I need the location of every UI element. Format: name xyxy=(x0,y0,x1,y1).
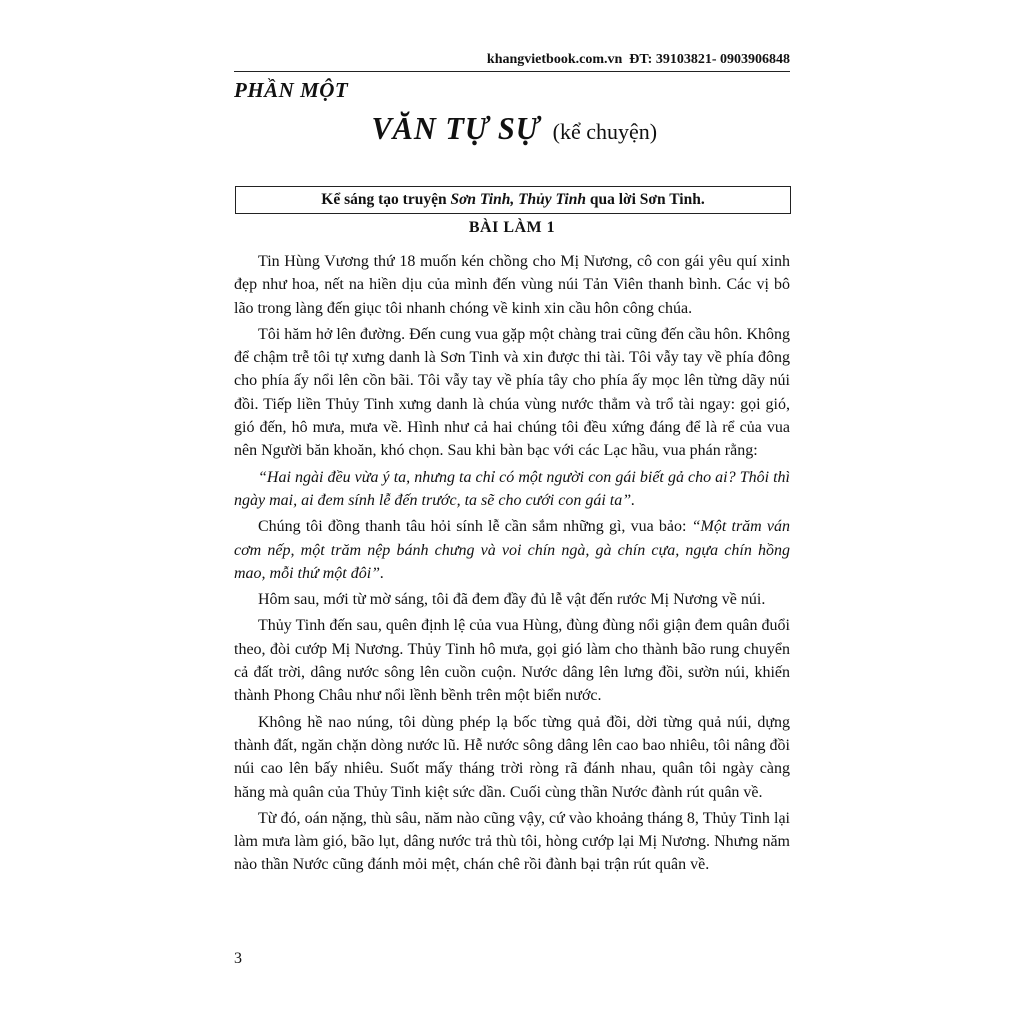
paragraph-quote: “Một trăm ván cơm nếp, một trăm nệp bánh chưng và voi chín ngà, gà chín cựa, ngựa chín hồng mao, mỗi thứ một đôi”. xyxy=(234,518,791,582)
quote-paragraph: “Hai ngài đều vừa ý ta, nhưng ta chỉ có một người con gái biết gả cho ai? Thôi thì ngày mai, ai đem sính lễ đến trước, ta sẽ cho cưới con gái ta”. xyxy=(234,468,790,509)
section-title-main: VĂN TỰ SỰ xyxy=(371,110,541,146)
paragraph: Hôm sau, mới từ mờ sáng, tôi đã đem đầy đủ lễ vật đến rước Mị Nương về núi. xyxy=(258,591,766,609)
page-number: 3 xyxy=(234,950,242,967)
paragraph-text: Chúng tôi đồng thanh tâu hỏi sính lễ cần sắm những gì, vua bảo: xyxy=(258,518,692,536)
paragraph: Từ đó, oán nặng, thù sâu, năm nào cũng vậy, cứ vào khoảng tháng 8, Thủy Tinh lại làm mưa làm gió, bão lụt, dâng nước trả thù tôi, hòng cướp lại Mị Nương. Nhưng năm nào thần Nước cũng đánh mỏi mệt, chán chê rồi đành bại trận rút quân về. xyxy=(234,809,790,874)
topic-prefix: Kể sáng tạo truyện xyxy=(321,191,451,208)
header-rule xyxy=(234,71,790,72)
topic-box xyxy=(235,186,791,214)
essay-body xyxy=(234,250,790,880)
part-label: PHẦN MỘT xyxy=(234,78,349,102)
paragraph: Tôi hăm hở lên đường. Đến cung vua gặp một chàng trai cũng đến cầu hôn. Không để chậm trễ tôi tự xưng danh là Sơn Tinh và xin được thi tài. Tôi vẫy tay về phía đông cho phía ấy nổi lên cồn bãi. Tôi vẫy tay về phía tây cho phía ấy mọc lên từng dãy núi đồi. Tiếp liền Thủy Tinh xưng danh là chúa vùng nước thẳm và trổ tài ngay: gọi gió, gió đến, hô mưa, mưa về. Hình như cả hai chúng tôi đều xứng đáng để là rể của vua nên Người băn khoăn, khó chọn. Sau khi bàn bạc với các Lạc hầu, vua phán rằng: xyxy=(234,325,790,460)
paragraph: Tin Hùng Vương thứ 18 muốn kén chồng cho Mị Nương, cô con gái yêu quí xinh đẹp như hoa, nết na hiền dịu của mình đến vùng núi Tản Viên thanh bình. Các vị bô lão trong làng đến giục tôi nhanh chóng về kinh xin cầu hôn công chúa. xyxy=(234,253,790,317)
essay-title: BÀI LÀM 1 xyxy=(468,219,556,236)
header-phone: ĐT: 39103821- 0903906848 xyxy=(629,52,790,67)
topic-story: Sơn Tinh, Thủy Tinh xyxy=(450,191,586,208)
topic-suffix: qua lời Sơn Tinh. xyxy=(585,191,705,208)
header-website: khangvietbook.com.vn xyxy=(486,52,623,67)
paragraph xyxy=(234,515,790,585)
paragraph: Thủy Tinh đến sau, quên định lệ của vua Hùng, đùng đùng nổi giận đem quân đuổi theo, đòi cướp Mị Nương. Thủy Tinh hô mưa, gọi gió làm cho thành bão rung chuyển cả đất trời, dâng nước sông lên cuồn cuộn. Nước dâng lên lưng đồi, sườn núi, khiến thành Phong Châu như nổi lềnh bềnh trên một biển nước. xyxy=(234,617,790,705)
paragraph: Không hề nao núng, tôi dùng phép lạ bốc từng quả đồi, dời từng quả núi, dựng thành đất, ngăn chặn dòng nước lũ. Hễ nước sông dâng lên cao bao nhiêu, tôi nâng đồi núi cao lên bấy nhiêu. Suốt mấy tháng trời ròng rã đánh nhau, quân tôi ngày càng hăng mà quân của Thủy Tinh kiệt sức dần. Cuối cùng thần Nước đành rút quân về. xyxy=(234,713,790,801)
page-header xyxy=(487,52,790,68)
section-title-sub: (kể chuyện) xyxy=(552,119,658,144)
section-title xyxy=(0,110,1024,147)
